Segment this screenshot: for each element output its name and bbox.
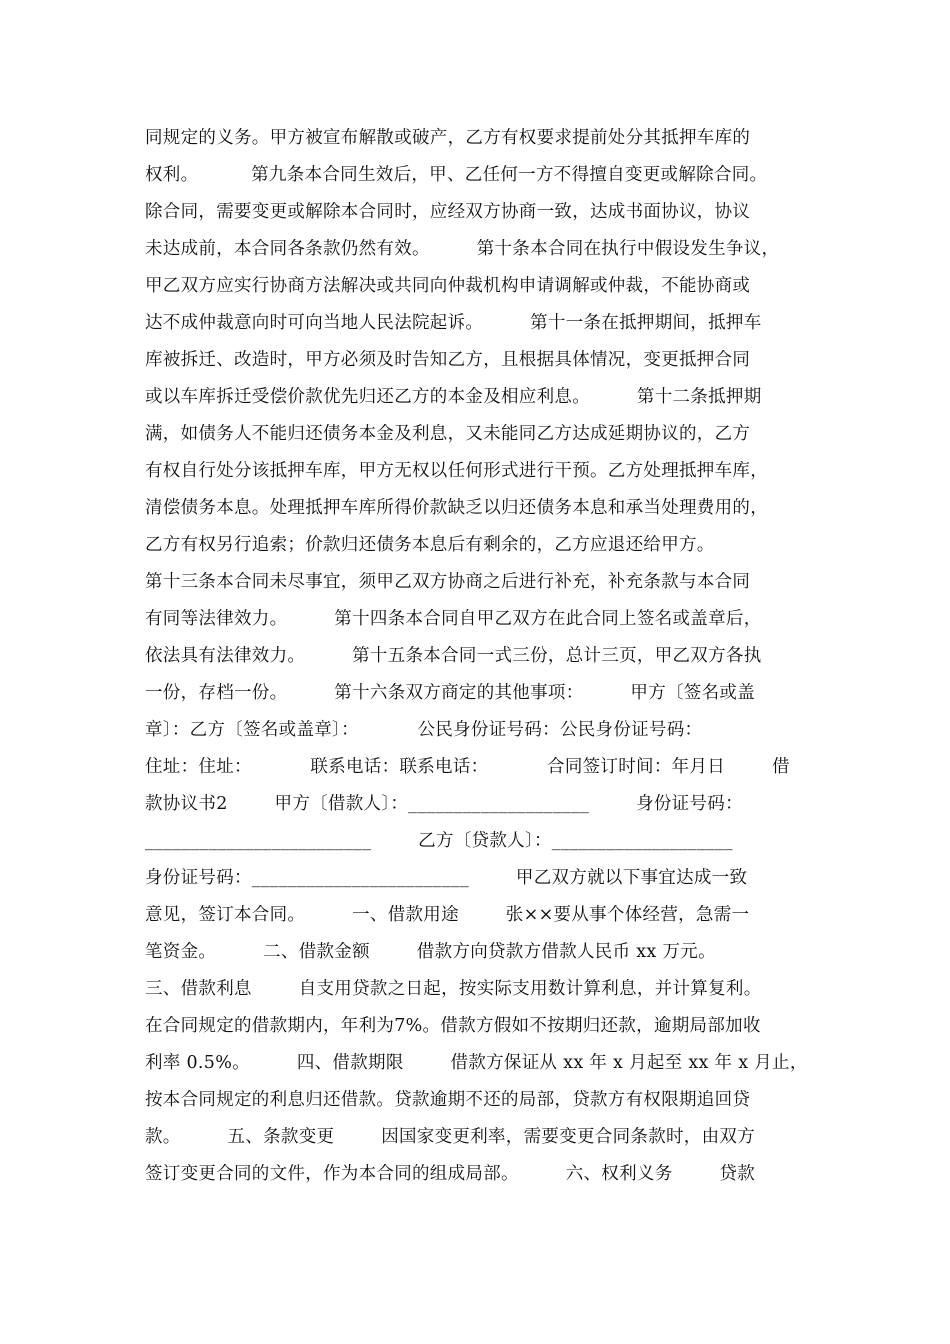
text-line: _________________________ 乙方〔贷款人〕：____________________ bbox=[145, 831, 733, 851]
text-line: 同规定的义务。甲方被宣布解散或破产，乙方有权要求提前处分其抵押车库的 bbox=[145, 128, 751, 148]
text-line: 库被拆迁、改造时，甲方必须及时告知乙方，且根据具体情况，变更抵押合同 bbox=[145, 350, 751, 370]
text-line: 达不成仲裁意向时可向当地人民法院起诉。 第十一条在抵押期间，抵押车 bbox=[145, 313, 762, 333]
text-line: 三、借款利息 自支用贷款之日起，按实际支用数计算利息，并计算复利。 bbox=[145, 979, 762, 999]
text-line: 有权自行处分该抵押车库，甲方无权以任何形式进行干预。乙方处理抵押车库， bbox=[145, 461, 768, 481]
text-line: 利率 0.5%。 四、借款期限 借款方保证从 xx 年 x 月起至 xx 年 x 月止， bbox=[145, 1053, 808, 1073]
text-line: 一份，存档一份。 第十六条双方商定的其他事项： 甲方〔签名或盖 bbox=[145, 683, 756, 703]
text-line: 款。 五、条款变更 因国家变更利率，需要变更合同条款时，由双方 bbox=[145, 1127, 756, 1147]
text-line: 或以车库拆迁受偿价款优先归还乙方的本金及相应利息。 第十二条抵押期 bbox=[145, 387, 762, 407]
text-line: 住址：住址： 联系电话：联系电话： 合同签订时间：年月日 借 bbox=[145, 757, 790, 777]
text-line: 签订变更合同的文件，作为本合同的组成局部。 六、权利义务 贷款 bbox=[145, 1164, 756, 1184]
text-line: 依法具有法律效力。 第十五条本合同一式三份，总计三页，甲乙双方各执 bbox=[145, 646, 762, 666]
text-line: 款协议书2 甲方〔借款人〕：____________________ 身份证号码： bbox=[145, 794, 743, 814]
text-line: 满，如债务人不能归还债务本金及利息，又未能同乙方达成延期协议的，乙方 bbox=[145, 424, 751, 444]
text-line: 甲乙双方应实行协商方法解决或共同向仲裁机构申请调解或仲裁，不能协商或 bbox=[145, 276, 751, 296]
text-line: 身份证号码：________________________ 甲乙双方就以下事宜达成一致 bbox=[145, 868, 748, 888]
text-line: 按本合同规定的利息归还借款。贷款逾期不还的局部，贷款方有权限期追回贷 bbox=[145, 1090, 751, 1110]
text-line: 清偿债务本息。处理抵押车库所得价款缺乏以归还债务本息和承当处理费用的， bbox=[145, 498, 768, 518]
text-line: 除合同，需要变更或解除本合同时，应经双方协商一致，达成书面协议，协议 bbox=[145, 202, 751, 222]
text-line: 意见，签订本合同。 一、借款用途 张××要从事个体经营，急需一 bbox=[145, 905, 750, 925]
text-line: 有同等法律效力。 第十四条本合同自甲乙双方在此合同上签名或盖章后， bbox=[145, 609, 762, 629]
text-line: 在合同规定的借款期内，年利为7%。借款方假如不按期归还款，逾期局部加收 bbox=[145, 1016, 761, 1036]
text-line: 第十三条本合同未尽事宜，须甲乙双方协商之后进行补充，补充条款与本合同 bbox=[145, 572, 751, 592]
text-line: 乙方有权另行追索；价款归还债务本息后有剩余的，乙方应退还给甲方。 bbox=[145, 535, 715, 555]
text-line: 章〕：乙方〔签名或盖章〕： 公民身份证号码：公民身份证号码： bbox=[145, 720, 703, 740]
text-line: 笔资金。 二、借款金额 借款方向贷款方借款人民币 xx 万元。 bbox=[145, 942, 716, 962]
text-line: 权利。 第九条本合同生效后，甲、乙任何一方不得擅自变更或解除合同。 bbox=[145, 165, 768, 185]
text-line: 未达成前，本合同各条款仍然有效。 第十条本合同在执行中假设发生争议， bbox=[145, 239, 780, 259]
